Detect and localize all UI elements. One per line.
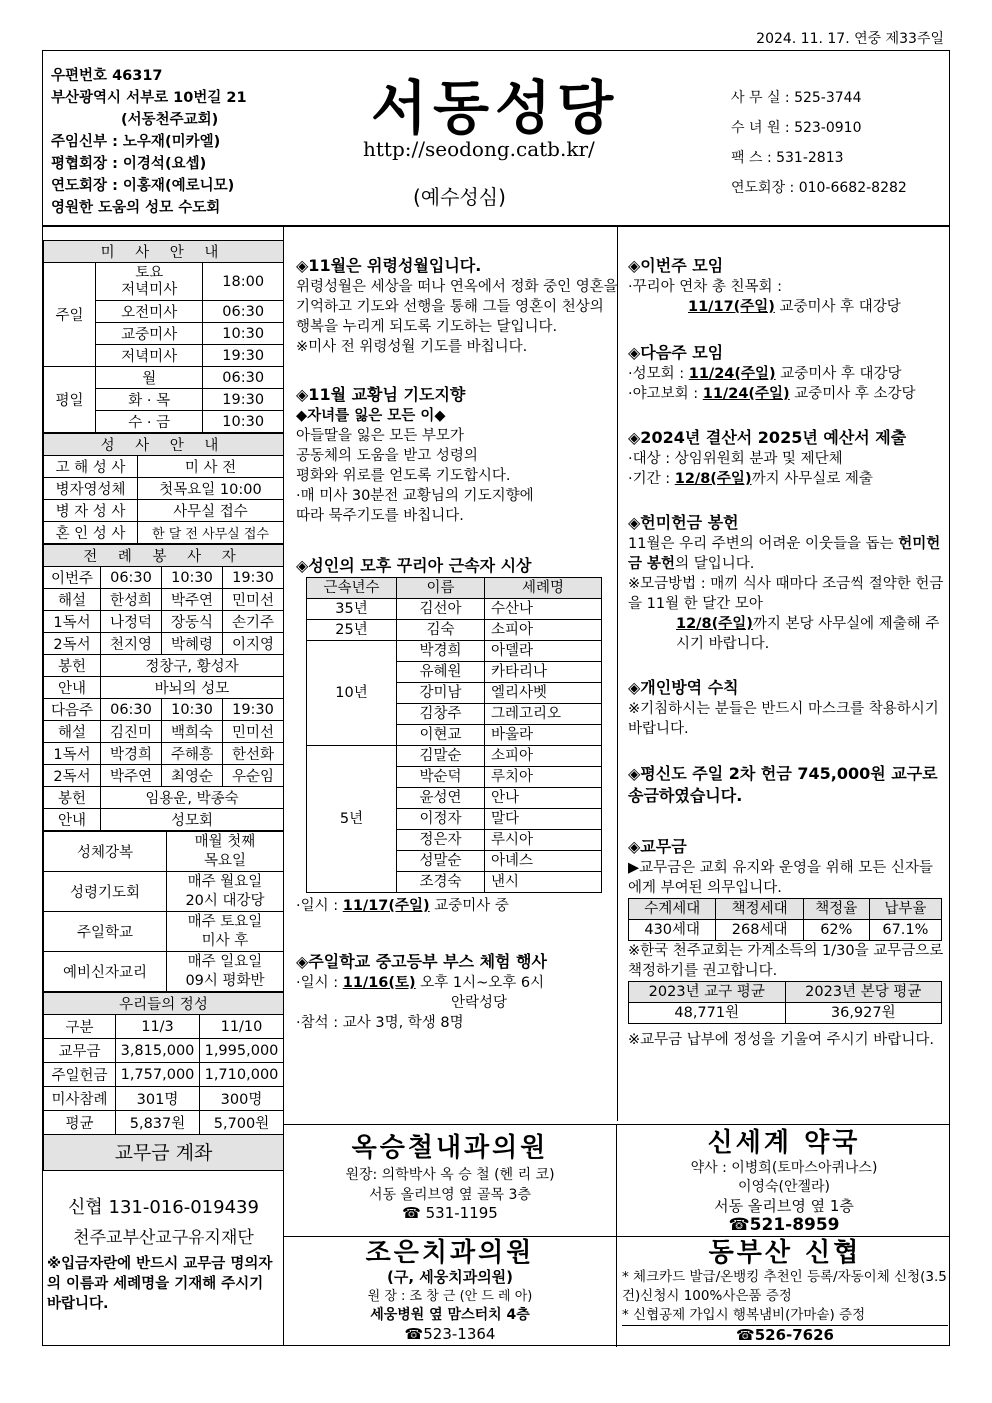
section-title: ◈성인의 모후 꾸리아 근속자 시상 bbox=[296, 556, 532, 575]
award-cell: 박순덕 bbox=[397, 767, 485, 788]
server-cell: 우순임 bbox=[223, 765, 284, 787]
server-cell: 박경희 bbox=[101, 743, 162, 765]
server-cell: 06:30 bbox=[101, 567, 162, 589]
date-value: 11/17(주일) bbox=[342, 898, 430, 914]
mass-time: 10:30 bbox=[203, 411, 284, 433]
parish-info bbox=[51, 65, 247, 219]
mass-table bbox=[43, 240, 284, 433]
ad-pharmacy bbox=[618, 1127, 950, 1235]
award-table bbox=[306, 577, 602, 893]
mass-name: 월 bbox=[96, 367, 203, 389]
tithe-cell: 67.1% bbox=[869, 920, 941, 941]
award-cell: 정은자 bbox=[397, 830, 485, 851]
section-body: ·꾸리아 연차 총 친목회 : bbox=[628, 279, 782, 295]
server-cell: 정창구, 황성자 bbox=[101, 655, 284, 677]
mass-time: 06:30 bbox=[203, 367, 284, 389]
server-cell: 2독서 bbox=[44, 633, 101, 655]
offering-cell: 교무금 bbox=[44, 1039, 116, 1063]
middle-column bbox=[296, 256, 618, 1033]
date-label: ·야고보회 : bbox=[628, 386, 703, 402]
ad-line: 세웅병원 옆 맘스터치 4층 bbox=[370, 1307, 530, 1323]
date-suffix: 교중미사 후 소강당 bbox=[789, 386, 916, 402]
award-cell: 김말순 bbox=[397, 746, 485, 767]
award-cell: 소피아 bbox=[485, 620, 602, 641]
ad-divider bbox=[284, 1236, 950, 1237]
section-subtitle: ◆자녀를 잃은 모든 이◆ bbox=[296, 408, 446, 424]
server-cell: 봉헌 bbox=[44, 655, 101, 677]
award-cell: 루치아 bbox=[485, 767, 602, 788]
date-suffix: 교중미사 중 bbox=[429, 898, 509, 914]
event-time: 매주 일요일 09시 평화반 bbox=[167, 952, 284, 992]
award-cell: 윤성연 bbox=[397, 788, 485, 809]
sacrament-name: 병 자 성 사 bbox=[44, 500, 138, 522]
servers-table bbox=[43, 544, 284, 831]
award-cell: 25년 bbox=[307, 620, 397, 641]
award-cell: 카타리나 bbox=[485, 662, 602, 683]
ad-line: (구, 세웅치과의원) bbox=[386, 1268, 514, 1286]
ad-phone: ☎526-7626 bbox=[736, 1326, 834, 1344]
award-head: 세례명 bbox=[485, 578, 602, 599]
award-cell: 박경희 bbox=[397, 641, 485, 662]
award-cell: 낸시 bbox=[485, 872, 602, 893]
server-cell: 박주연 bbox=[101, 765, 162, 787]
left-column bbox=[43, 240, 284, 1314]
tithe-head: 2023년 본당 평균 bbox=[785, 982, 942, 1003]
server-cell: 19:30 bbox=[223, 567, 284, 589]
tithe-head: 납부율 bbox=[869, 899, 941, 920]
server-cell: 이지영 bbox=[223, 633, 284, 655]
tithe-cell: 48,771원 bbox=[629, 1003, 786, 1024]
ad-line: 서동 올리브영 옆 1층 bbox=[714, 1197, 854, 1215]
award-cell: 10년 bbox=[307, 641, 397, 746]
ad-phone: ☎ 531-1195 bbox=[402, 1204, 498, 1222]
event-time: 매월 첫째 목요일 bbox=[167, 832, 284, 872]
offering-cell: 3,815,000 bbox=[116, 1039, 200, 1063]
ad-name: 옥승철내과의원 bbox=[351, 1133, 549, 1163]
mass-name: 토요 저녁미사 bbox=[96, 263, 203, 301]
date-label: ·성모회 : bbox=[628, 366, 689, 382]
account-title: 교무금 계좌 bbox=[43, 1135, 284, 1171]
council-head: 평협회장 : 이경석(요셉) bbox=[51, 156, 207, 172]
server-cell: 손기주 bbox=[223, 611, 284, 633]
text: 까지 본당 사무실에 제출해 주시기 바랍니다. bbox=[676, 616, 940, 652]
sacrament-info: 미 사 전 bbox=[138, 456, 284, 478]
server-cell: 민미선 bbox=[223, 589, 284, 611]
offering-title: 우리들의 정성 bbox=[44, 993, 284, 1015]
mass-time: 10:30 bbox=[203, 323, 284, 345]
date-value: 11/17(주일) bbox=[688, 299, 775, 315]
ad-line: * 신협공제 가입시 행복냄비(가마솥) 증정 bbox=[622, 1306, 948, 1326]
award-cell: 유혜원 bbox=[397, 662, 485, 683]
award-cell: 그레고리오 bbox=[485, 704, 602, 725]
ad-phone: ☎521-8959 bbox=[728, 1215, 840, 1235]
account-holder: 천주교부산교구유지재단 bbox=[73, 1228, 254, 1248]
date-value: 12/8(주일) bbox=[674, 471, 752, 487]
event-name: 성체강복 bbox=[44, 832, 167, 872]
server-cell: 1독서 bbox=[44, 611, 101, 633]
server-cell: 박주연 bbox=[162, 589, 223, 611]
sacrament-title: 성 사 안 내 bbox=[44, 434, 284, 456]
ad-line: 원장: 의학박사 옥 승 철 (헨 리 코) bbox=[345, 1167, 555, 1183]
tithe-cell: 430세대 bbox=[629, 920, 716, 941]
postal-code: 우편번호 46317 bbox=[51, 68, 163, 84]
server-cell: 1독서 bbox=[44, 743, 101, 765]
mass-time: 19:30 bbox=[203, 389, 284, 411]
header bbox=[43, 51, 949, 227]
mass-name: 저녁미사 bbox=[96, 345, 203, 367]
award-cell: 아녜스 bbox=[485, 851, 602, 872]
ad-dental bbox=[284, 1238, 616, 1344]
offering-cell: 300명 bbox=[200, 1087, 284, 1111]
offering-head: 11/10 bbox=[200, 1015, 284, 1039]
server-cell: 10:30 bbox=[162, 699, 223, 721]
award-date bbox=[296, 896, 618, 916]
ad-name: 동부산 신협 bbox=[708, 1238, 862, 1268]
award-cell: 김숙 bbox=[397, 620, 485, 641]
tithe-avg-table bbox=[628, 981, 942, 1024]
section-note: ※한국 천주교회는 가계소득의 1/30을 교무금으로 책정하기를 권고합니다. bbox=[628, 943, 944, 979]
server-cell: 장동식 bbox=[162, 611, 223, 633]
ad-name: 신세계 약국 bbox=[707, 1128, 861, 1158]
server-cell: 한성희 bbox=[101, 589, 162, 611]
sacrament-info: 첫목요일 10:00 bbox=[138, 478, 284, 500]
offering-cell: 1,710,000 bbox=[200, 1063, 284, 1087]
award-cell: 아델라 bbox=[485, 641, 602, 662]
sacrament-info: 사무실 접수 bbox=[138, 500, 284, 522]
award-cell: 소피아 bbox=[485, 746, 602, 767]
section-body: ▶교무금은 교회 유지와 운영을 위해 모든 신자들에게 부여된 의무입니다. bbox=[628, 860, 933, 896]
server-cell: 백희숙 bbox=[162, 721, 223, 743]
text: 11월은 우리 주변의 어려운 이웃들을 돕는 bbox=[628, 536, 899, 552]
offering-cell: 5,837원 bbox=[116, 1111, 200, 1135]
date-suffix: 교중미사 후 대강당 bbox=[774, 299, 901, 315]
sacrament-info: 한 달 전 사무실 접수 bbox=[138, 522, 284, 544]
convent-phone: 수 녀 원 : 523-0910 bbox=[731, 120, 862, 136]
sunday-label: 주일 bbox=[44, 263, 96, 367]
tithe-cell: 36,927원 bbox=[785, 1003, 942, 1024]
ad-line: 이영숙(안젤라) bbox=[737, 1179, 831, 1195]
section-body: ·대상 : 상임위원회 분과 및 제단체 bbox=[628, 451, 843, 467]
page-title: 서동성당 bbox=[371, 74, 620, 142]
offering-cell: 1,757,000 bbox=[116, 1063, 200, 1087]
fax: 팩 스 : 531-2813 bbox=[731, 150, 844, 166]
award-cell: 조경숙 bbox=[397, 872, 485, 893]
server-cell: 해설 bbox=[44, 721, 101, 743]
date-value: 11/24(주일) bbox=[688, 366, 776, 382]
date-suffix: 까지 사무실로 제출 bbox=[751, 471, 873, 487]
pastor: 주임신부 : 노우재(미카엘) bbox=[51, 134, 221, 150]
weekday-label: 평일 bbox=[44, 367, 96, 433]
ad-clinic bbox=[284, 1127, 616, 1222]
ad-credit-union bbox=[622, 1238, 948, 1345]
mass-name: 오전미사 bbox=[96, 301, 203, 323]
section-note: ※교무금 납부에 정성을 기울여 주시기 바랍니다. bbox=[628, 1032, 934, 1048]
server-cell: 바뇌의 성모 bbox=[101, 677, 284, 699]
ad-line: 약사 : 이병희(토마스아퀴나스) bbox=[690, 1160, 878, 1176]
prayer-head-phone: 연도회장 : 010-6682-8282 bbox=[731, 180, 907, 196]
mass-time: 06:30 bbox=[203, 301, 284, 323]
offering-cell: 평균 bbox=[44, 1111, 116, 1135]
section-title: ◈11월은 위령성월입니다. bbox=[296, 256, 482, 275]
section-note: ·매 미사 30분전 교황님의 기도지향에 따라 묵주기도를 바칩니다. bbox=[296, 488, 534, 524]
account-number: 신협 131-016-019439 bbox=[68, 1197, 259, 1218]
date-value: 11/24(주일) bbox=[702, 386, 790, 402]
date-suffix: 오후 1시~오후 6시 bbox=[415, 975, 545, 991]
offering-head: 11/3 bbox=[116, 1015, 200, 1039]
event-time: 매주 월요일 20시 대강당 bbox=[167, 872, 284, 912]
event-name: 주일학교 bbox=[44, 912, 167, 952]
server-cell: 해설 bbox=[44, 589, 101, 611]
ad-line: 서동 올리브영 옆 골목 3층 bbox=[369, 1187, 531, 1203]
section-title: ◈교무금 bbox=[628, 837, 687, 856]
ad-name: 조은치과의원 bbox=[365, 1238, 535, 1268]
server-cell: 안내 bbox=[44, 809, 101, 831]
section-body bbox=[628, 469, 946, 489]
award-cell: 바울라 bbox=[485, 725, 602, 746]
server-cell: 다음주 bbox=[44, 699, 101, 721]
server-cell: 06:30 bbox=[101, 699, 162, 721]
server-cell: 2독서 bbox=[44, 765, 101, 787]
offering-cell: 미사참례 bbox=[44, 1087, 116, 1111]
servers-title: 전 례 봉 사 자 bbox=[44, 545, 284, 567]
award-cell: 엘리사벳 bbox=[485, 683, 602, 704]
award-cell: 성말순 bbox=[397, 851, 485, 872]
tithe-cell: 268세대 bbox=[716, 920, 803, 941]
tithe-cell: 62% bbox=[803, 920, 869, 941]
right-column bbox=[628, 256, 946, 1050]
website-link[interactable]: http://seodong.catb.kr/ bbox=[363, 137, 595, 161]
section-body: 아들딸을 잃은 모든 부모가 공동체의 도움을 받고 성령의 평화와 위로를 얻도록 기도합시다. bbox=[296, 428, 511, 484]
offering-cell: 301명 bbox=[116, 1087, 200, 1111]
server-cell: 19:30 bbox=[223, 699, 284, 721]
date-label: ·기간 : bbox=[628, 471, 675, 487]
date-value: 11/16(토) bbox=[342, 975, 416, 991]
text: 의 달입니다. bbox=[675, 556, 755, 572]
server-cell: 안내 bbox=[44, 677, 101, 699]
server-cell: 성모회 bbox=[101, 809, 284, 831]
award-cell: 강미남 bbox=[397, 683, 485, 704]
server-cell: 나정덕 bbox=[101, 611, 162, 633]
server-cell: 주해흥 bbox=[162, 743, 223, 765]
event-date bbox=[296, 973, 618, 993]
offering-head: 구분 bbox=[44, 1015, 116, 1039]
event-attendees: ·참석 : 교사 3명, 학생 8명 bbox=[296, 1015, 464, 1031]
section-title: ◈11월 교황님 기도지향 bbox=[296, 385, 466, 404]
sacrament-name: 병자영성체 bbox=[44, 478, 138, 500]
text-bold: 헌미헌금 봉헌 bbox=[628, 536, 941, 572]
award-cell: 5년 bbox=[307, 746, 397, 893]
server-cell: 임용운, 박종숙 bbox=[101, 787, 284, 809]
section-note: ※미사 전 위령성월 기도를 바칩니다. bbox=[296, 339, 528, 355]
contact-info bbox=[731, 83, 907, 203]
award-cell: 수산나 bbox=[485, 599, 602, 620]
event-time: 매주 토요일 미사 후 bbox=[167, 912, 284, 952]
server-cell: 천지영 bbox=[101, 633, 162, 655]
ad-line: 원 장 : 조 창 근 (안 드 레 아) bbox=[367, 1289, 533, 1304]
date-label: ·일시 : bbox=[296, 975, 343, 991]
sacrament-name: 고 해 성 사 bbox=[44, 456, 138, 478]
tithe-head: 책정율 bbox=[803, 899, 869, 920]
date-label: ·일시 : bbox=[296, 898, 343, 914]
section-title: ◈다음주 모임 bbox=[628, 343, 724, 362]
section-title: ◈헌미헌금 봉헌 bbox=[628, 513, 739, 532]
server-cell: 김진미 bbox=[101, 721, 162, 743]
tithe-head: 수계세대 bbox=[629, 899, 716, 920]
sacrament-table bbox=[43, 433, 284, 544]
ad-line: * 체크카드 발급/온뱅킹 추천인 등록/자동이체 신청(3.5건)신청시 100%사은품 증정 bbox=[622, 1269, 947, 1304]
meeting-line bbox=[628, 297, 946, 317]
mass-time: 19:30 bbox=[203, 345, 284, 367]
tithe-table bbox=[628, 898, 942, 941]
server-cell: 이번주 bbox=[44, 567, 101, 589]
award-cell: 루시아 bbox=[485, 830, 602, 851]
award-cell: 안나 bbox=[485, 788, 602, 809]
section-title: ◈이번주 모임 bbox=[628, 256, 724, 275]
award-head: 근속년수 bbox=[307, 578, 397, 599]
date-value: 12/8(주일) bbox=[676, 616, 753, 632]
events-table bbox=[43, 831, 284, 992]
award-cell: 35년 bbox=[307, 599, 397, 620]
account-note: ※입금자란에 반드시 교무금 명의자의 이름과 세례명을 기재해 주시기 바랍니다. bbox=[47, 1256, 273, 1312]
date-suffix: 교중미사 후 대강당 bbox=[775, 366, 902, 382]
tithe-head: 2023년 교구 평균 bbox=[629, 982, 786, 1003]
section-title: ◈개인방역 수칙 bbox=[628, 678, 739, 697]
section-body: ※기침하시는 분들은 반드시 마스크를 착용하시기 바랍니다. bbox=[628, 701, 939, 737]
offering-cell: 주일헌금 bbox=[44, 1063, 116, 1087]
section-title: ◈주일학교 중고등부 부스 체험 행사 bbox=[296, 952, 547, 971]
server-cell: 10:30 bbox=[162, 567, 223, 589]
server-cell: 박혜령 bbox=[162, 633, 223, 655]
offering-cell: 5,700원 bbox=[200, 1111, 284, 1135]
mass-name: 화 · 목 bbox=[96, 389, 203, 411]
award-head: 이름 bbox=[397, 578, 485, 599]
mass-name: 수 · 금 bbox=[96, 411, 203, 433]
congregation: 영원한 도움의 성모 수도회 bbox=[51, 200, 221, 216]
award-cell: 말다 bbox=[485, 809, 602, 830]
address: 부산광역시 서부로 10번길 21 bbox=[51, 90, 247, 106]
server-cell: 봉헌 bbox=[44, 787, 101, 809]
section-body: 위령성월은 세상을 떠나 연옥에서 정화 중인 영혼을 기억하고 기도와 선행을 통해 그들 영혼이 천상의 행복을 누리게 되도록 기도하는 달입니다. bbox=[296, 279, 618, 335]
event-name: 예비신자교리 bbox=[44, 952, 167, 992]
server-cell: 한선화 bbox=[223, 743, 284, 765]
award-cell: 김창주 bbox=[397, 704, 485, 725]
offering-table bbox=[43, 992, 284, 1135]
church-name-sub: (서동천주교회) bbox=[121, 112, 219, 128]
office-phone: 사 무 실 : 525-3744 bbox=[731, 90, 862, 106]
award-cell: 김선아 bbox=[397, 599, 485, 620]
server-cell: 민미선 bbox=[223, 721, 284, 743]
award-cell: 이현교 bbox=[397, 725, 485, 746]
section-note: ※모금방법 : 매끼 식사 때마다 조금씩 절약한 헌금을 11월 한 달간 모아 bbox=[628, 576, 944, 612]
issue-date: 2024. 11. 17. 연중 제33주일 bbox=[756, 31, 944, 47]
meeting-line bbox=[628, 384, 946, 404]
event-place: 안락성당 bbox=[451, 995, 508, 1011]
meeting-line bbox=[628, 364, 946, 384]
mass-name: 교중미사 bbox=[96, 323, 203, 345]
mass-time: 18:00 bbox=[203, 263, 284, 301]
server-cell: 최영순 bbox=[162, 765, 223, 787]
section-title: ◈2024년 결산서 2025년 예산서 제출 bbox=[628, 428, 907, 447]
ad-phone: ☎523-1364 bbox=[404, 1325, 496, 1343]
section-title: ◈평신도 주일 2차 헌금 745,000원 교구로 송금하였습니다. bbox=[628, 764, 938, 805]
prayer-head: 연도회장 : 이홍재(예로니모) bbox=[51, 178, 235, 194]
section-body bbox=[628, 614, 946, 654]
mass-title: 미 사 안 내 bbox=[44, 241, 284, 263]
award-cell: 이정자 bbox=[397, 809, 485, 830]
ads-area bbox=[284, 1124, 950, 1346]
event-name: 성령기도회 bbox=[44, 872, 167, 912]
sacrament-name: 혼 인 성 사 bbox=[44, 522, 138, 544]
tithe-head: 책정세대 bbox=[716, 899, 803, 920]
feast-name: (예수성심) bbox=[413, 185, 506, 209]
offering-cell: 1,995,000 bbox=[200, 1039, 284, 1063]
section-body bbox=[628, 534, 946, 574]
